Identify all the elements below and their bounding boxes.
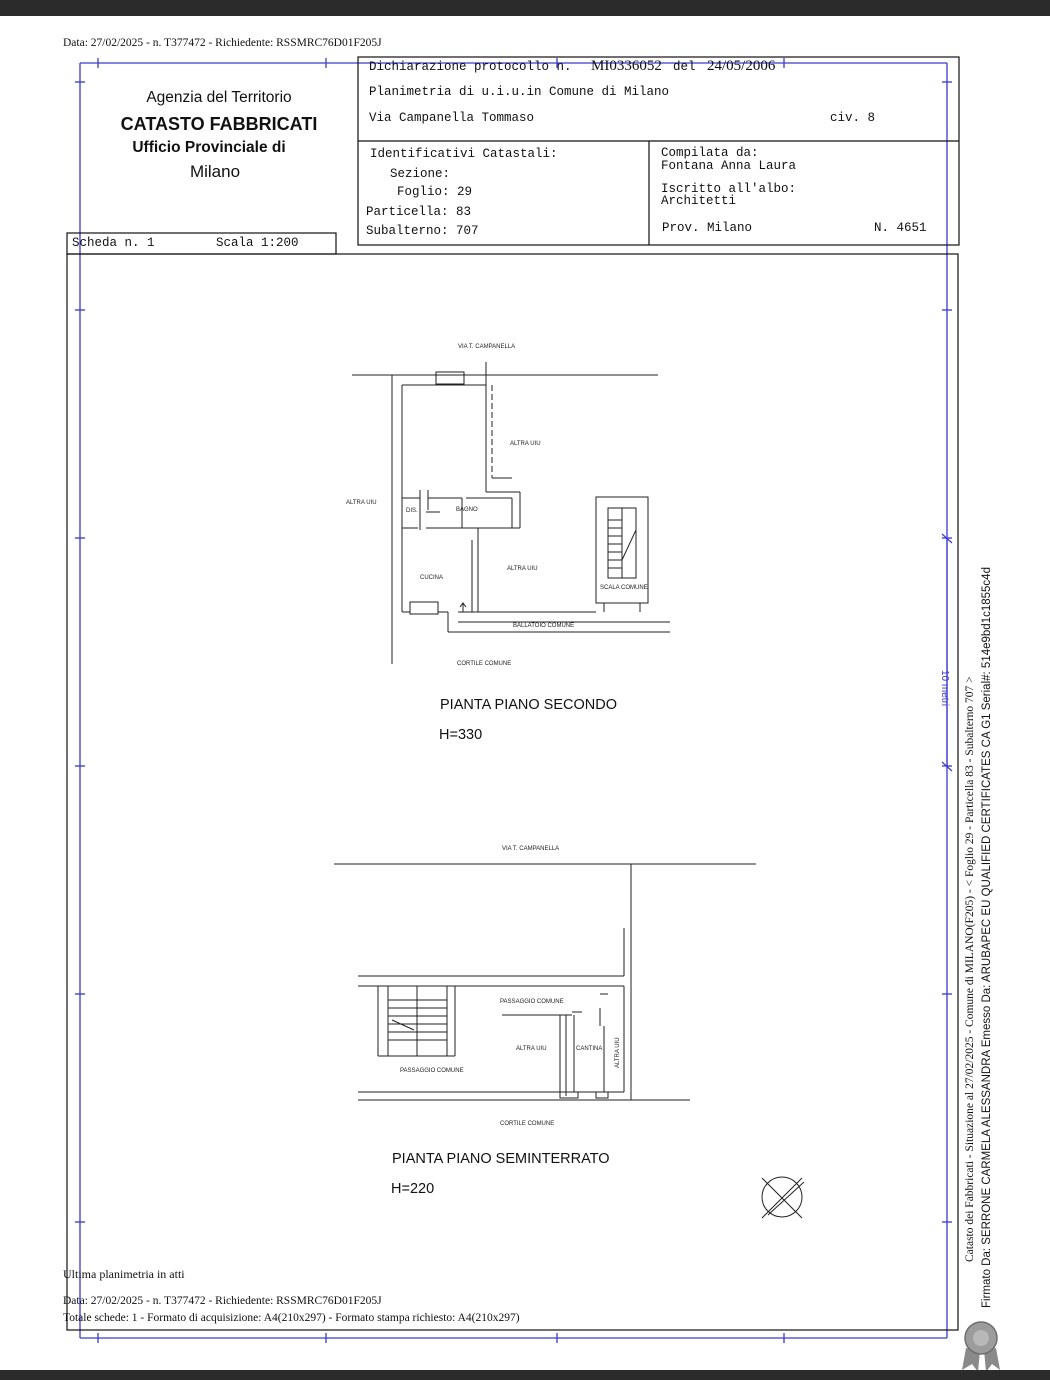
plan-basement-title: PIANTA PIANO SEMINTERRATO [392, 1151, 610, 1167]
footer-totals: Totale schede: 1 - Formato di acquisizione: A4(210x297) - Formato stampa richiesto: A4(210x297) [63, 1312, 520, 1324]
declaration-date: 24/05/2006 [707, 58, 776, 74]
compiler-name: Fontana Anna Laura [661, 159, 797, 173]
compiler-province: Prov. Milano [662, 221, 753, 235]
albo-value: Architetti [661, 194, 737, 208]
declaration-del: del [673, 60, 696, 74]
plan-labels [346, 344, 648, 1127]
street-address: Via Campanella Tommaso [369, 111, 535, 125]
scale-bar [942, 534, 952, 771]
compiler-label: Compilata da: [661, 146, 759, 160]
identifier-sezione: Sezione: [390, 167, 451, 181]
label-bagno: BAGNO [456, 507, 478, 513]
label-altra-uiu-top: ALTRA UIU [510, 441, 541, 447]
side-signature-info: Firmato Da: SERRONE CARMELA ALESSANDRA Emesso Da: ARUBAPEC EU QUALIFIED CERTIFICATES CA G1 Serial#: 514e9bd1c1855c4d [981, 567, 993, 1308]
identifier-particella: Particella: 83 [366, 205, 472, 219]
label-street-second: VIA T. CAMPANELLA [458, 344, 516, 350]
side-catasto-info: Catasto dei Fabbricati - Situazione al 27/02/2025 - Comune di MILANO(F205) - < Foglio 29 - Particella 83 - Subalterno 707 > [964, 676, 976, 1262]
plan-basement-height: H=220 [391, 1181, 435, 1197]
plan-second-floor [352, 362, 670, 664]
label-altra-uiu-vertical: ALTRA UIU [615, 1037, 621, 1068]
scale-bar-label: 10 metri [939, 670, 950, 707]
viewer-bottom-bar [0, 1370, 1050, 1380]
black-frame [67, 57, 959, 1330]
label-cortile-second: CORTILE COMUNE [457, 661, 512, 667]
identifiers-title: Identificativi Catastali: [370, 147, 558, 161]
label-altra-uiu-basement: ALTRA UIU [516, 1046, 547, 1052]
label-cantina: CANTINA [576, 1046, 603, 1052]
identifier-subalterno: Subalterno: 707 [366, 224, 479, 238]
north-arrow-icon [762, 1177, 804, 1218]
declaration-label: Dichiarazione protocollo n. [369, 60, 572, 74]
plan-basement [334, 864, 756, 1100]
header-request-line: Data: 27/02/2025 - n. T377472 - Richiedente: RSSMRC76D01F205J [63, 37, 382, 49]
label-passaggio-top: PASSAGGIO COMUNE [500, 999, 564, 1005]
seal-ribbon-icon [962, 1322, 1000, 1372]
declaration-number: MI0336052 [591, 58, 662, 74]
identifier-foglio: Foglio: 29 [397, 185, 473, 199]
agency-name: Agenzia del Territorio [146, 89, 292, 106]
ufficio-city: Milano [189, 162, 241, 181]
civic-number: civ. 8 [830, 111, 876, 125]
ufficio-label: Ufficio Provinciale di [132, 139, 286, 156]
label-ballatoio: BALLATOIO COMUNE [513, 623, 575, 629]
albo-label: Iscritto all'albo: [661, 182, 797, 196]
label-altra-uiu-left: ALTRA UIU [346, 500, 377, 506]
plan-second-height: H=330 [439, 727, 483, 743]
label-scala-comune: SCALA COMUNE [600, 585, 648, 591]
label-cucina: CUCINA [420, 575, 444, 581]
footer-request-line: Data: 27/02/2025 - n. T377472 - Richiedente: RSSMRC76D01F205J [63, 1295, 382, 1307]
compiler-number: N. 4651 [874, 221, 927, 235]
label-cortile-basement: CORTILE COMUNE [500, 1121, 555, 1127]
label-passaggio-bottom: PASSAGGIO COMUNE [400, 1068, 464, 1074]
last-plan-note: Ultima planimetria in atti [63, 1267, 185, 1281]
catasto-title: CATASTO FABBRICATI [120, 114, 318, 134]
label-altra-uiu-mid: ALTRA UIU [507, 566, 538, 572]
plan-second-title: PIANTA PIANO SECONDO [440, 697, 617, 713]
planimetria-line: Planimetria di u.i.u.in Comune di Milano [369, 85, 670, 99]
scheda-number: Scheda n. 1 [72, 236, 155, 250]
label-street-basement: VIA T. CAMPANELLA [502, 846, 560, 852]
label-dis: DIS. [406, 508, 418, 514]
scheda-scale: Scala 1:200 [216, 236, 299, 250]
